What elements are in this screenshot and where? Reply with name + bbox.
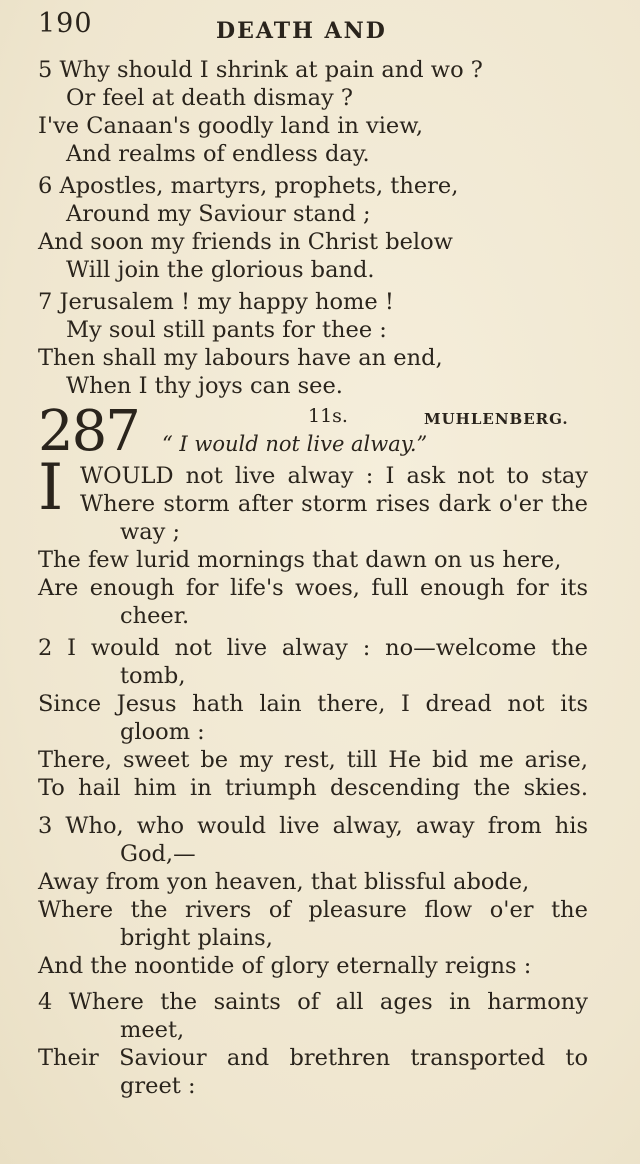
verse-line: cheer.	[120, 603, 190, 629]
verse-line: way ;	[120, 519, 181, 545]
verse-line: bright plains,	[120, 925, 273, 951]
verse-line: Will join the glorious band.	[66, 257, 375, 283]
verse-line: And soon my friends in Christ below	[38, 229, 453, 255]
hymn-tune: MUHLENBERG.	[424, 410, 569, 428]
verse-line: 5 Why should I shrink at pain and wo ?	[38, 57, 483, 83]
verse-line: Since Jesus hath lain there, I dread not its	[38, 691, 588, 717]
verse-line: 7 Jerusalem ! my happy home !	[38, 289, 394, 315]
drop-cap: I	[38, 451, 64, 525]
verse-line: When I thy joys can see.	[66, 373, 343, 399]
verse-line: I've Canaan's goodly land in view,	[38, 113, 423, 139]
verse-line: gloom :	[120, 719, 205, 745]
verse-line: Where the rivers of pleasure flow o'er the	[38, 897, 588, 923]
hymn-meter: 11s.	[308, 405, 348, 427]
verse-line: Around my Saviour stand ;	[66, 201, 371, 227]
verse-line: The few lurid mornings that dawn on us here,	[38, 547, 562, 573]
verse-line: Away from yon heaven, that blissful abode,	[38, 869, 530, 895]
page-header	[38, 8, 598, 48]
running-head: DEATH AND	[216, 18, 387, 44]
verse-line: And the noontide of glory eternally reigns :	[38, 953, 532, 979]
verse-line: And realms of endless day.	[66, 141, 370, 167]
verse-line: meet,	[120, 1017, 185, 1043]
verse-line: 2 I would not live alway : no—welcome the	[38, 635, 588, 661]
verse-line: tomb,	[120, 663, 186, 689]
verse-line: greet :	[120, 1073, 196, 1099]
verse-line: WOULD not live alway : I ask not to stay	[80, 463, 588, 489]
verse-line: 4 Where the saints of all ages in harmony	[38, 989, 588, 1015]
verse-line: Their Saviour and brethren transported to	[38, 1045, 588, 1071]
verse-line: My soul still pants for thee :	[66, 317, 387, 343]
page-number: 190	[38, 8, 93, 39]
hymn-motto: “ I would not live alway.”	[162, 432, 428, 456]
verse-line: Then shall my labours have an end,	[38, 345, 443, 371]
verse-line: Are enough for life's woes, full enough for its	[38, 575, 588, 601]
verse-line: Or feel at death dismay ?	[66, 85, 353, 111]
hymn-number: 287	[38, 399, 139, 464]
verse-line: God,—	[120, 841, 196, 867]
verse-line: To hail him in triumph descending the skies.	[38, 775, 588, 801]
verse-line: 6 Apostles, martyrs, prophets, there,	[38, 173, 459, 199]
verse-line: Where storm after storm rises dark o'er the	[80, 491, 588, 517]
verse-line: 3 Who, who would live alway, away from his	[38, 813, 588, 839]
verse-line: There, sweet be my rest, till He bid me arise,	[38, 747, 588, 773]
